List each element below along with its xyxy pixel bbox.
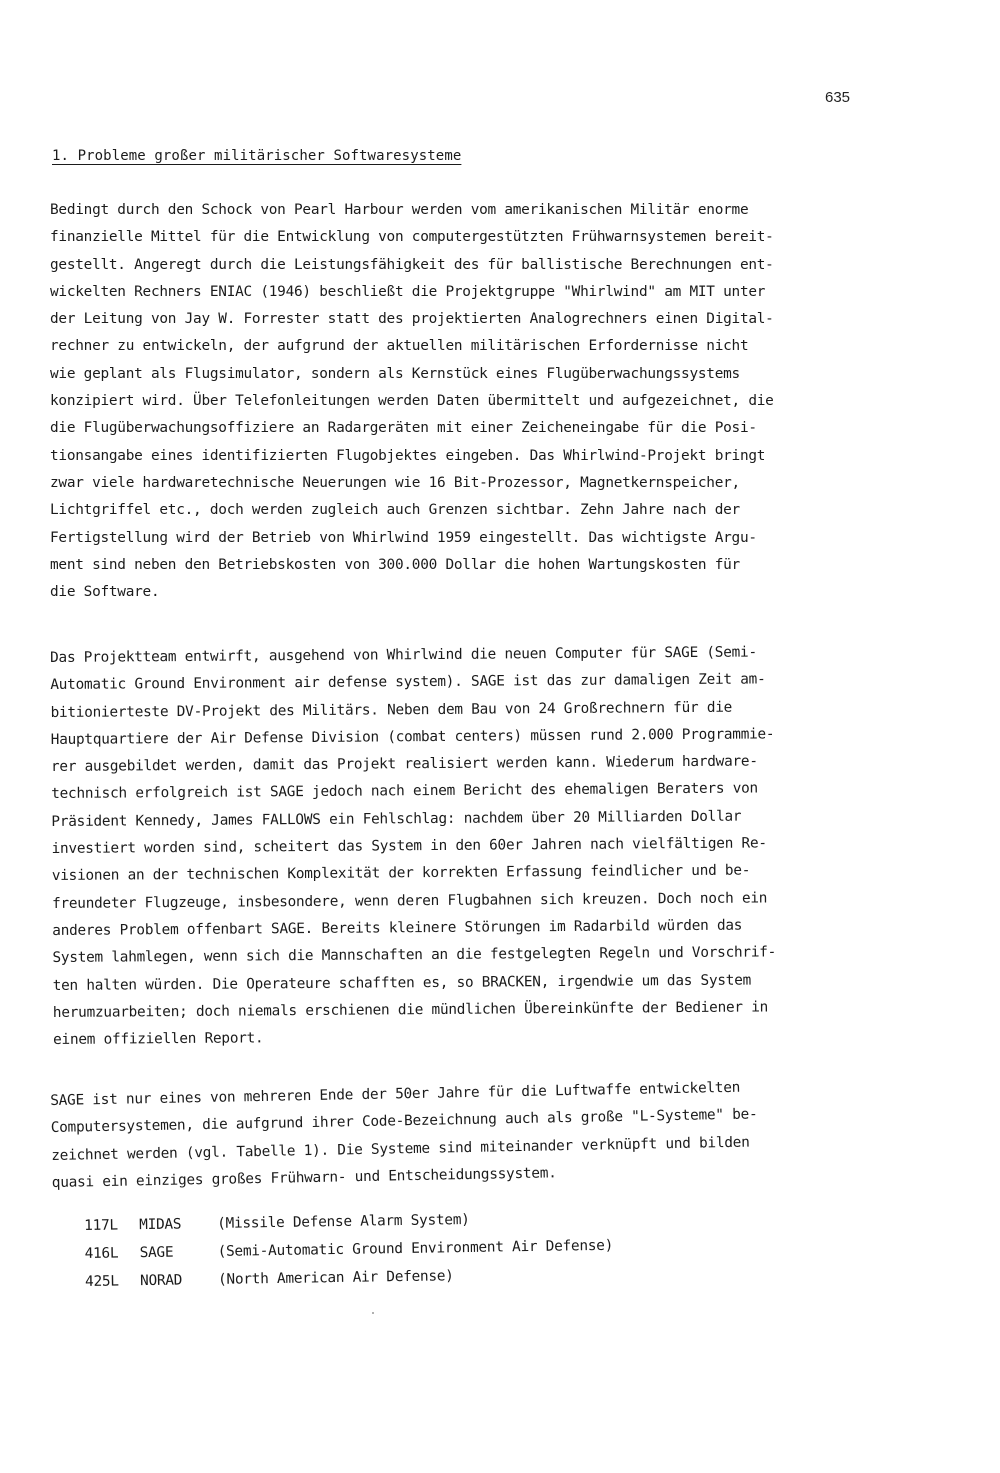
text-line: anderes Problem offenbart SAGE. Bereits kleinere Störungen im Radarbild würden das — [52, 917, 743, 939]
text-line: rer ausgebildet werden, damit das Projekt realisiert werden kann. Wiederum hardware- — [50, 753, 758, 776]
text-line: wie geplant als Flugsimulator, sondern als Kernstück eines Flugüberwachungssystems — [50, 365, 740, 382]
section-heading: 1. Probleme großer militärischer Softwaresysteme — [52, 148, 462, 164]
system-name: NORAD — [139, 1272, 183, 1290]
text-line: tionsangabe eines identifizierten Flugobjektes eingeben. Das Whirlwind-Projekt bringt — [50, 447, 766, 464]
text-line: gestellt. Angeregt durch die Leistungsfähigkeit des für ballistische Berechnungen ent- — [50, 256, 774, 273]
text-line: Computersystemen, die aufgrund ihrer Code-Bezeichnung auch als große "L-Systeme" be- — [50, 1106, 758, 1137]
page-number: 635 — [825, 89, 851, 106]
text-line: zwar viele hardwaretechnische Neuerungen wie 16 Bit-Prozessor, Magnetkernspeicher, — [50, 474, 740, 491]
text-line: quasi ein einziges großes Frühwarn- und Entscheidungssystem. — [51, 1165, 557, 1191]
text-line: der Leitung von Jay W. Forrester statt des projektierten Analogrechners einen Digital- — [50, 311, 774, 328]
paragraph-l-systems — [50, 1072, 862, 1197]
system-name: MIDAS — [139, 1216, 182, 1234]
text-line: technisch erfolgreich ist SAGE jedoch nach einem Bericht des ehemaligen Beraters von — [51, 780, 758, 803]
text-line: Automatic Ground Environment air defense system). SAGE ist das zur damaligen Zeit am- — [50, 671, 766, 694]
system-description: (Missile Defense Alarm System) — [217, 1211, 470, 1232]
text-line: zeichnet werden (vgl. Tabelle 1). Die Systeme sind miteinander verknüpft und bilden — [51, 1134, 750, 1164]
text-line: investiert worden sind, scheitert das System in den 60er Jahren nach vielfältigen Re- — [51, 835, 767, 858]
text-line: konzipiert wird. Über Telefonleitungen werden Daten übermittelt und aufgezeichnet, die — [50, 393, 774, 410]
text-line: Bedingt durch den Schock von Pearl Harbour werden vom amerikanischen Militär enorme — [50, 202, 749, 218]
text-line: bitionierteste DV-Projekt des Militärs. Neben dem Bau von 24 Großrechnern für die — [50, 699, 733, 721]
system-name: SAGE — [139, 1244, 174, 1262]
systems-table — [84, 1204, 614, 1296]
text-line: Präsident Kennedy, James FALLOWS ein Fehlschlag: nachdem über 20 Milliarden Dollar — [51, 808, 742, 830]
text-line: Fertigstellung wird der Betrieb von Whirlwind 1959 eingestellt. Das wichtigste Argu- — [50, 529, 757, 546]
system-description: (Semi-Automatic Ground Environment Air Defense) — [217, 1237, 614, 1260]
system-code: 425L — [84, 1273, 119, 1290]
paragraph-sage — [50, 639, 863, 1055]
text-line: visionen an der technischen Komplexität der korrekten Erfassung feindlicher und be- — [51, 862, 751, 885]
text-line: finanzielle Mittel für die Entwicklung von computergestützten Frühwarnsystemen bereit- — [50, 229, 774, 246]
system-code: 416L — [84, 1245, 119, 1262]
system-description: (North American Air Defense) — [217, 1268, 454, 1288]
text-line: herumzuarbeiten; doch niemals erschienen die mündlichen Übereinkünfte der Bediener in — [52, 999, 769, 1021]
text-line: freundeter Flugzeuge, insbesondere, wenn deren Flugbahnen sich kreuzen. Doch noch ein — [51, 890, 768, 912]
text-line: Das Projektteam entwirft, ausgehend von Whirlwind die neuen Computer für SAGE (Semi- — [50, 644, 757, 666]
text-line: SAGE ist nur eines von mehreren Ende der 50er Jahre für die Luftwaffe entwickelten — [50, 1079, 741, 1109]
text-line: System lahmlegen, wenn sich die Mannschaften an die festgelegten Regeln und Vorschrif- — [52, 944, 777, 967]
paragraph-whirlwind — [50, 197, 860, 606]
text-line: ten halten würden. Die Operateure schafften es, so BRACKEN, irgendwie um das System — [52, 972, 752, 994]
scan-speck — [372, 1312, 374, 1314]
text-line: wickelten Rechners ENIAC (1946) beschließt die Projektgruppe "Whirlwind" am MIT unter — [50, 283, 766, 300]
text-line: die Flugüberwachungsoffiziere an Radargeräten mit einer Zeicheneingabe für die Posi- — [50, 420, 757, 437]
system-code: 117L — [84, 1217, 118, 1234]
text-line: Lichtgriffel etc., doch werden zugleich auch Grenzen sichtbar. Zehn Jahre nach der — [50, 502, 740, 519]
text-line: rechner zu entwickeln, der aufgrund der aktuellen militärischen Erfordernisse nicht — [50, 338, 749, 355]
text-line: die Software. — [50, 584, 160, 601]
text-line: einem offiziellen Report. — [53, 1030, 264, 1049]
text-line: Hauptquartiere der Air Defense Division (combat centers) müssen rund 2.000 Programmie- — [50, 726, 775, 748]
text-line: ment sind neben den Betriebskosten von 300.000 Dollar die hohen Wartungskosten für — [50, 556, 740, 573]
